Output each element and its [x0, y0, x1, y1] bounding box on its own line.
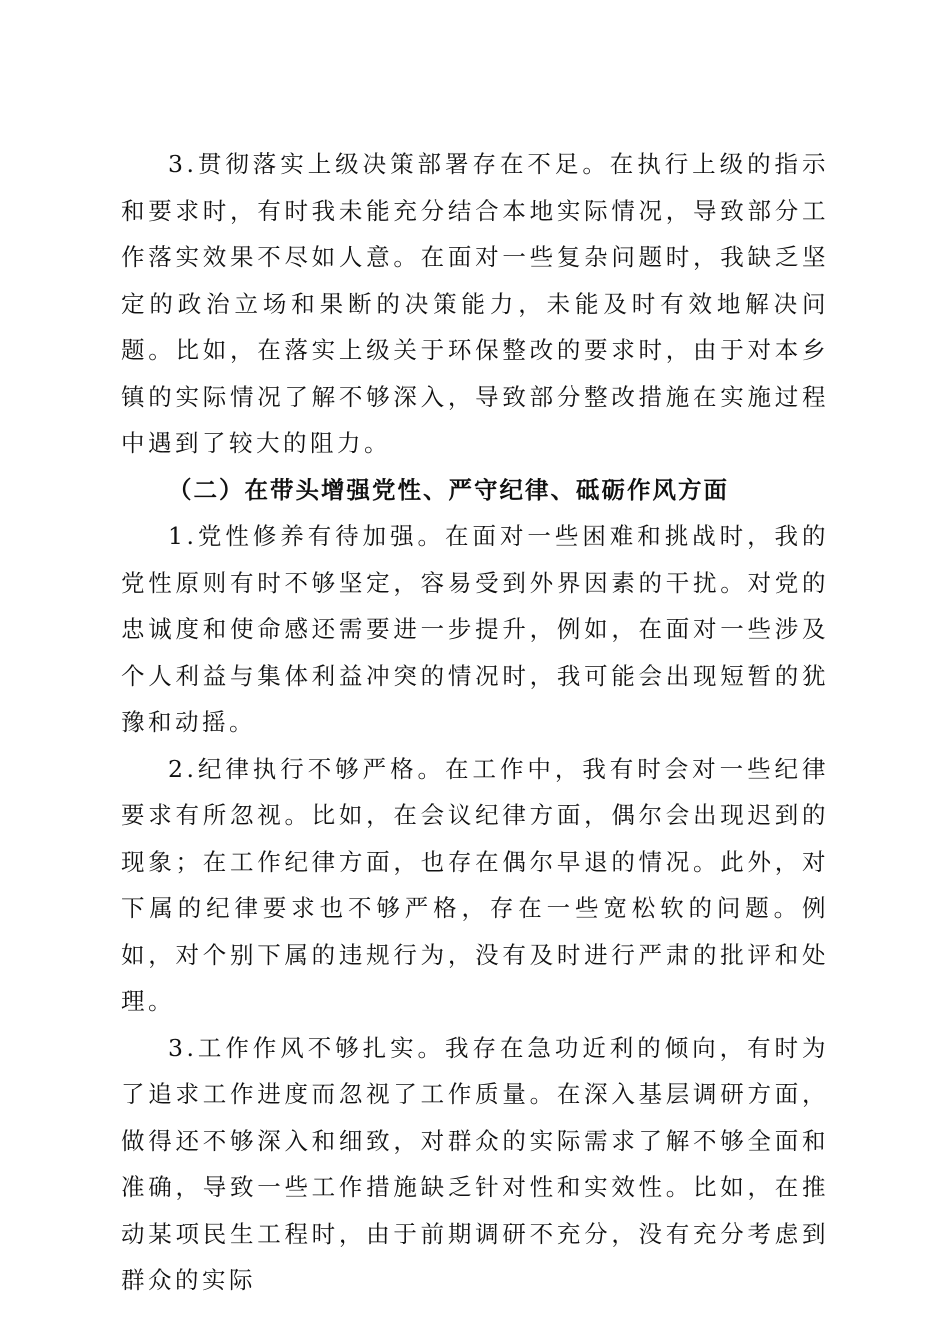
paragraph-work-style: 3.工作作风不够扎实。我存在急功近利的倾向，有时为了追求工作进度而忽视了工作质量。在深入基层调研方面，做得还不够深入和细致，对群众的实际需求了解不够全面和准确，导致一些工作措施缺乏针对性和实效性。比如，在推动某项民生工程时，由于前期调研不充分，没有充分考虑到群众的实际: [121, 1033, 829, 1294]
paragraph-policy-implementation: 3.贯彻落实上级决策部署存在不足。在执行上级的指示和要求时，有时我未能充分结合本地实际情况，导致部分工作落实效果不尽如人意。在面对一些复杂问题时，我缺乏坚定的政治立场和果断的决策能力，未能及时有效地解决问题。比如，在落实上级关于环保整改的要求时，由于对本乡镇的实际情况了解不够深入，导致部分整改措施在实施过程中遇到了较大的阻力。: [121, 150, 829, 457]
paragraph-discipline-enforcement: 2.纪律执行不够严格。在工作中，我有时会对一些纪律要求有所忽视。比如，在会议纪律方面，偶尔会出现迟到的现象；在工作纪律方面，也存在偶尔早退的情况。此外，对下属的纪律要求也不够严格，存在一些宽松软的问题。例如，对个别下属的违规行为，没有及时进行严肃的批评和处理。: [121, 754, 829, 1015]
paragraph-party-cultivation: 1.党性修养有待加强。在面对一些困难和挑战时，我的党性原则有时不够坚定，容易受到外界因素的干扰。对党的忠诚度和使命感还需要进一步提升，例如，在面对一些涉及个人利益与集体利益冲突的情况时，我可能会出现短暂的犹豫和动摇。: [121, 522, 829, 736]
section-heading-party-discipline: （二）在带头增强党性、严守纪律、砥砺作风方面: [168, 475, 729, 504]
document-body: [121, 141, 829, 1304]
